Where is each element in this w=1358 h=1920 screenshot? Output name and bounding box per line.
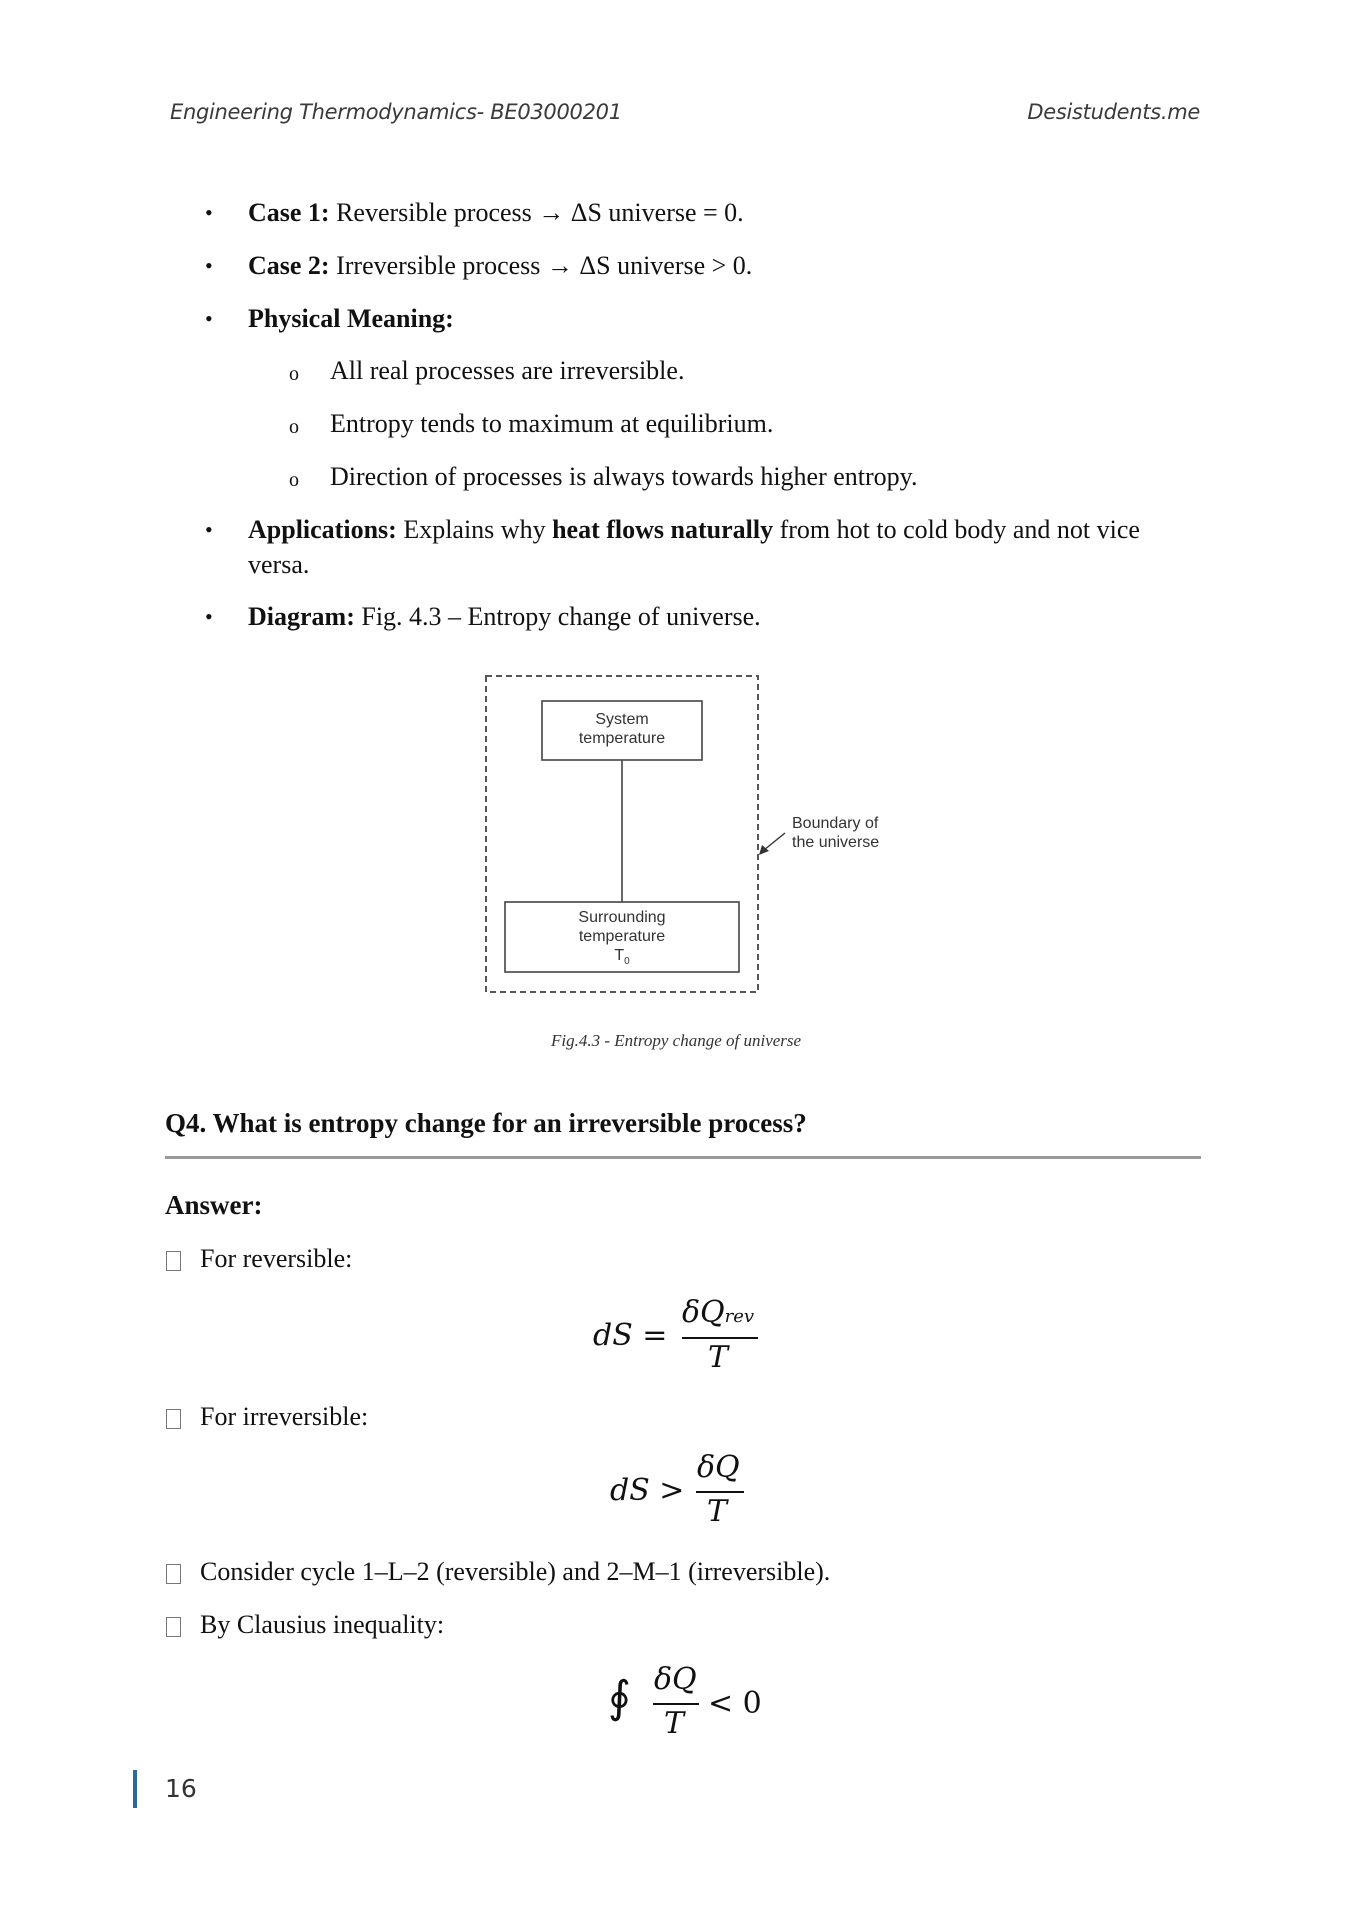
sub-bullet-icon: o xyxy=(289,469,299,491)
fraction-bar xyxy=(682,1337,758,1339)
system-temperature-label: System temperature xyxy=(578,711,666,747)
missing-glyph-icon xyxy=(166,1251,181,1271)
t0-symbol: $T_0$ xyxy=(614,947,630,968)
missing-glyph-icon xyxy=(166,1409,181,1429)
bullet-label: Case 1: xyxy=(248,198,330,227)
sub-bullet-item: Direction of processes is always towards higher entropy. xyxy=(330,462,918,491)
surrounding-temperature-label: Surrounding temperature $T_0$ xyxy=(505,908,739,971)
page-number: 16 xyxy=(165,1774,197,1803)
bullet-label: Case 2: xyxy=(248,251,330,280)
bullet-icon: • xyxy=(205,306,213,331)
sub-bullet-icon: o xyxy=(289,416,299,438)
answer-item-cycle: Consider cycle 1–L–2 (reversible) and 2–M–1 (irreversible). xyxy=(200,1557,831,1586)
sub-bullet-item: All real processes are irreversible. xyxy=(330,356,685,385)
divider xyxy=(165,1156,1201,1159)
bullet-diagram: Diagram: Fig. 4.3 – Entropy change of universe. xyxy=(248,602,761,631)
bullet-applications: Applications: Explains why heat flows naturally from hot to cold body and not vice xyxy=(248,515,1140,544)
bullet-label: Physical Meaning: xyxy=(248,304,454,333)
sub-bullet-item: Entropy tends to maximum at equilibrium. xyxy=(330,409,774,438)
fraction-bar xyxy=(696,1491,744,1493)
bullet-icon: • xyxy=(205,200,213,225)
sub-bullet-icon: o xyxy=(289,363,299,385)
bullet-icon: • xyxy=(205,253,213,278)
page-accent-bar xyxy=(133,1770,137,1808)
question-title: Q4. What is entropy change for an irreversible process? xyxy=(165,1108,807,1138)
answer-item-clausius: By Clausius inequality: xyxy=(200,1610,445,1639)
bullet-case-2: Case 2: Irreversible process → ΔS universe > 0. xyxy=(248,251,753,280)
answer-label: Answer: xyxy=(165,1190,263,1220)
bullet-applications-continued: versa. xyxy=(248,550,310,579)
bullet-icon: • xyxy=(205,604,213,629)
boundary-label: Boundary of the universe xyxy=(792,815,880,851)
fraction-bar xyxy=(653,1703,699,1705)
bullet-physical-meaning xyxy=(248,304,454,334)
missing-glyph-icon xyxy=(166,1617,181,1637)
missing-glyph-icon xyxy=(166,1564,181,1584)
answer-item-irreversible: For irreversible: xyxy=(200,1402,369,1431)
figure-caption: Fig.4.3 - Entropy change of universe xyxy=(551,1031,802,1050)
header-course-title: Engineering Thermodynamics- BE03000201 xyxy=(170,100,622,124)
header-site-name: Desistudents.me xyxy=(1027,100,1200,124)
bullet-case-1: Case 1: Reversible process → ΔS universe = 0. xyxy=(248,198,744,227)
bullet-icon: • xyxy=(205,517,213,542)
answer-item-reversible: For reversible: xyxy=(200,1244,353,1273)
